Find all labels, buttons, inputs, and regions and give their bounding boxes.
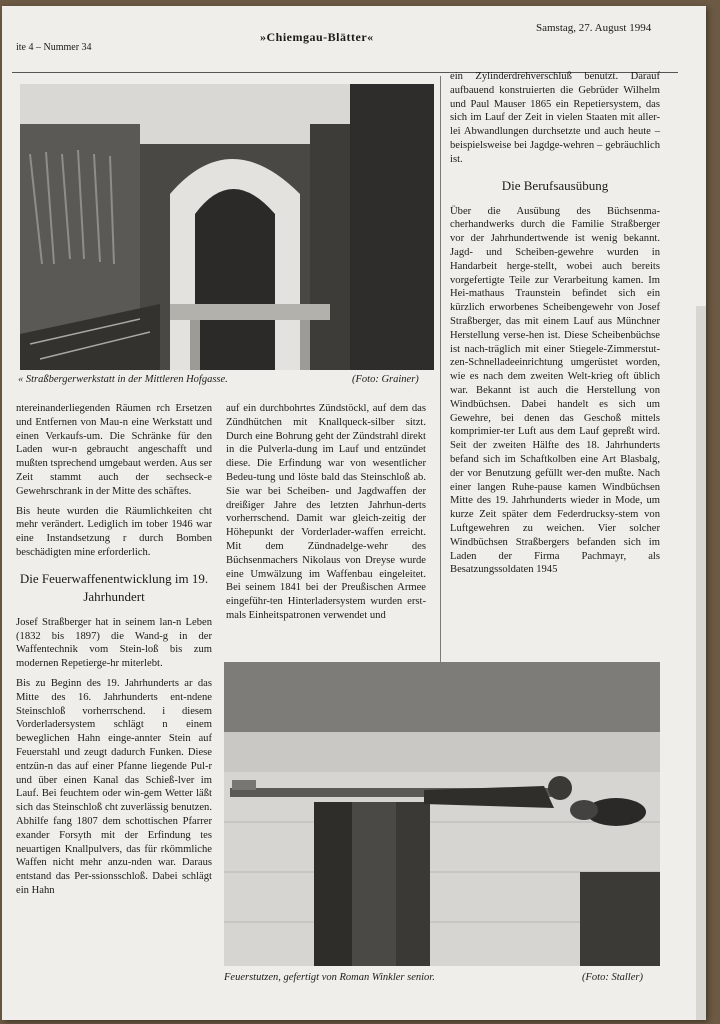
paragraph: Josef Straßberger hat in seinem lan-n Leben (1832 bis 1897) die Wand-g in der Waffentechnik vom Stein-loß bis zum modernen Repetierge-hr miterlebt. — [16, 616, 212, 670]
paragraph: auf ein durchbohrtes Zündstöckl, auf dem das Zündhütchen mit Knallqueck-silber sitzt. Durch eine Bohrung geht der Zündstrahl direkt in die Pulverla-dung im Lauf und entzündet diese. Die Erfindung war von wesentlicher Bedeu-tung und löste bald das Steinschloß ab. Sie war bei Scheiben- und Jagdwaffen der dreißiger Jahre des letzten Jahrhun-derts vorherrschend. Damit war gleich-zeitig der Höhepunkt der Vorderlader-waffen erreicht. Mit dem Zündnadelge-wehr des Büchsenmachers Nikolaus von Dreyse wurde eine Umwälzung im Waffenbau eingeleitet. Bei seinem 1841 bei der Preußischen Armee eingeführ-ten Hinterladersystem wurden erst-mals Einheitspatronen verwendet und — [226, 403, 426, 621]
newspaper-page — [2, 6, 706, 1020]
column-rule — [440, 76, 441, 666]
section-heading: Die Berufsausübung — [501, 177, 609, 193]
bottom-photo-caption: Feuerstutzen, gefertigt von Roman Winkler senior. — [224, 972, 435, 983]
rifle-photo — [224, 662, 660, 966]
page-edge — [696, 306, 706, 1020]
paragraph: Bis heute wurden die Räumlichkeiten cht mehr verändert. Lediglich im tober 1946 war eine Instandsetzung r durch Bomben beschädigten mine erforderlich. — [16, 505, 212, 558]
paragraph: Bis zu Beginn des 19. Jahrhunderts ar das Mitte des 16. Jahrhunderts ent-ndene Steinschloß vorherrschend. i diesem Vorderladersystem schlägt n einem beweglichen Hahn einge-annter Stein auf Feuerstahl und zeugt dadurch Funken. Diese entzün-n das auf einer Pfanne liegende Pul-r und über einen Kanal das Schieß-lver im Lauf. Bei feuchtem oder win-gem Wetter läßt sich das Steinschloß cht zuverlässig benutzen. Abhilfe fang 1807 dem schottischen Pfarrer exander Forsyth mit der Erfindung tes neuartigen Knallpulvers, das für rkömmliche Waffen nicht mehr anzu-nden war. Daraus entstand das Per-ssionsschloß. Dabei schlägt ein Hahn — [16, 677, 212, 896]
article-column-3 — [450, 70, 660, 583]
top-photo-caption: « Straßbergerwerkstatt in der Mittleren Hofgasse. — [18, 374, 228, 385]
workshop-photo — [20, 84, 434, 370]
article-column-1 — [16, 402, 212, 904]
top-photo-credit: (Foto: Grainer) — [352, 374, 419, 385]
issue-date: Samstag, 27. August 1994 — [536, 22, 652, 34]
paragraph: ntereinanderliegenden Räumen rch Ersetzen und Entfernen von Mau-n eine Werkstatt und einen Verkaufs-um. Die Schränke für den Laden wur-n gebraucht angeschafft und mußten tsprechend umgebaut werden. Aus ser Zeit stammt auch der sechseck-e Gewehrschrank in der Mitte des schäftes. — [16, 403, 212, 497]
masthead: »Chiemgau-Blätter« — [260, 30, 374, 44]
article-column-2 — [226, 402, 426, 629]
paragraph: ein Zylinderdrehverschluß benutzt. Darauf aufbauend konstruierten die Gebrüder Wilhelm und Paul Mauser 1865 ein Repetiersystem, das sich im Lauf der Zeit in vielen Staaten mit aller-lei Abwandlungen durchsetzte und auch heute – beispielsweise bei Jagdge-wehren – gebräuchlich ist. — [450, 71, 660, 165]
section-heading: Die Feuerwaffenentwicklung im 19. Jahrhundert — [19, 570, 209, 604]
page-number: ite 4 – Nummer 34 — [16, 42, 92, 53]
paragraph: Über die Ausübung des Büchsenma-cherhandwerks durch die Familie Straßberger vor der Jahrhundertwende ist wenig bekannt. Jagd- und Scheiben-gewehre wurden in Handarbeit herge-stellt, wobei auch bereits vorgefertigte Teile zur Verarbeitung kamen. Im Hei-mathaus Traunstein befindet sich ein kürzlich erworbenes Scheibengewehr von Josef Straßberger, das mit einem Lauf aus Münchner Herstellung verse-hen ist. Diese Scheibenbüchse ist nach-träglich mit einer Stiegele-Zimmerstut-zen-Schnelladeeinrichtung umgerüstet worden, wie es nach dem zweiten Welt-krieg oft üblich war. Bekannt ist auch die Herstellung von Windbüchsen. Dabei handelt es sich um Gewehre, bei denen das Geschoß mittels komprimier-ter Luft aus dem Lauf gepreßt wird. Seit der zweiten Hälfte des 18. Jahrhunderts befand sich im Schaftkolben eine Art Blasbalg, der vor Benutzung gefüllt wer-den mußte. Nach einer langen Ruhe-pause kamen Windbüchsen Mitte des 19. Jahrhunderts wieder in Mode, um kurze Zeit später dem Federdrucksy-stem von Luftgewehren zu weichen. Vier solcher Windbüchsen Straßbergers befanden sich im Laden der Firma Pachmayr, als Besatzungssoldaten 1945 — [450, 205, 660, 576]
bottom-photo-credit: (Foto: Staller) — [582, 972, 643, 983]
